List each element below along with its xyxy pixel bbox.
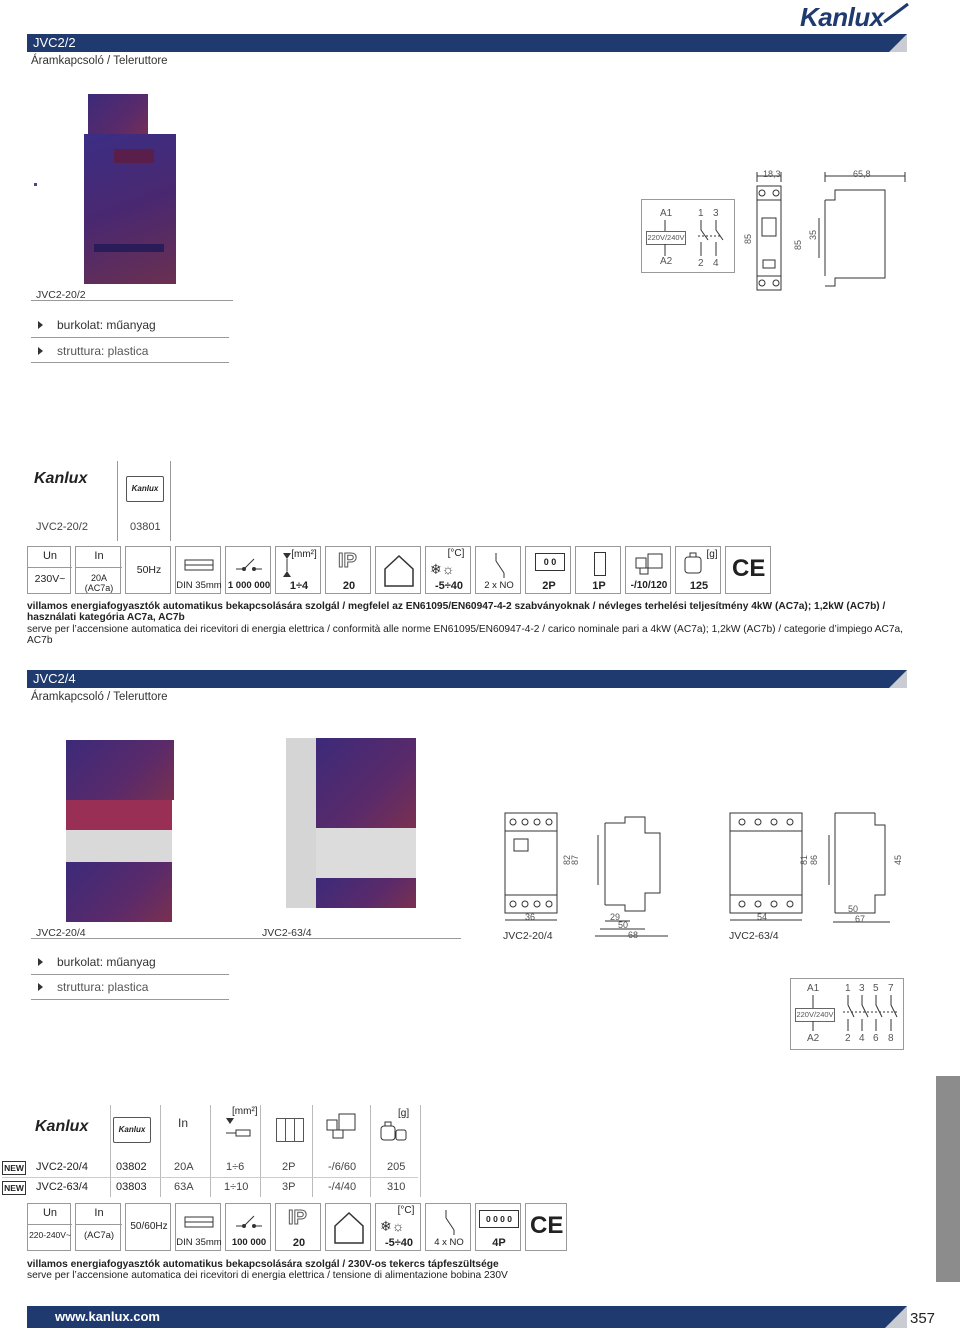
poles-icon: 0 0 2P — [525, 546, 571, 594]
col-head-in: In — [178, 1116, 189, 1130]
section-header-jvc2-4 — [27, 670, 907, 688]
frequency-icon: 50Hz — [125, 546, 171, 594]
bullet-housing-it: struttura: plastica — [38, 344, 148, 358]
temperature-icon: [°C] ❄☼ -5÷40 — [375, 1203, 421, 1251]
packaging-qty-icon: -/10/120 — [625, 546, 671, 594]
ce-mark-icon: CE — [725, 546, 771, 594]
photo-caption-2: JVC2-63/4 — [262, 927, 312, 939]
dimension-drawing-jvc2-20-2: 18,3 65,8 85 85 35 — [745, 168, 915, 293]
dim-caption-1: JVC2-20/4 — [503, 930, 553, 942]
bullet-housing-it: struttura: plastica — [38, 980, 148, 994]
bullet-housing-hu: burkolat: műanyag — [38, 318, 156, 332]
weight-cell: 310 — [387, 1181, 406, 1193]
model-cell: JVC2-20/4 — [36, 1161, 88, 1173]
band-corner — [889, 670, 907, 688]
temperature-icon: [°C] ❄☼ -5÷40 — [425, 546, 471, 594]
kanlux-logo: Kanlux — [800, 2, 910, 32]
model-cell: JVC2-63/4 — [36, 1181, 88, 1193]
wiring-diagram-4p: A1 A2 1 3 5 7 2 4 6 8 220V/240V — [790, 978, 904, 1050]
photo-caption: JVC2-20/2 — [36, 289, 86, 301]
contact-no-icon: 4 x NO — [425, 1203, 471, 1251]
section-subtitle: Áramkapcsoló / Teleruttore — [31, 55, 168, 67]
package-icon: Kanlux — [113, 1117, 151, 1143]
description-hu: villamos energiafogyasztók automatikus bekapcsolására szolgál / megfelel az EN61095/EN60947-4-2 szabványoknak / névleges terhelési teljesítmény 4kW (AC7a); 1,2kW (AC7b) / használati kategória AC7a, AC7b — [27, 601, 886, 623]
din-rail-icon: DIN 35mm — [175, 1203, 221, 1251]
dimension-drawing-jvc2-20-4: 36 82 87 29 50 68 — [500, 805, 675, 943]
contact-no-icon: 2 x NO — [475, 546, 521, 594]
weight-cell: 205 — [387, 1161, 406, 1173]
col-head-poles — [276, 1118, 304, 1142]
module-width-icon: 1P — [575, 546, 621, 594]
code-cell: 03802 — [116, 1161, 147, 1173]
in-cell: 63A — [174, 1181, 194, 1193]
dim-caption-2: JVC2-63/4 — [729, 930, 779, 942]
spec-icons-row — [27, 1203, 567, 1251]
current-icon: In (AC7a) — [75, 1203, 121, 1251]
kanlux-brand-cell: Kanlux — [34, 470, 88, 487]
ops-cell: -/6/60 — [328, 1161, 357, 1173]
poles-cell: 2P — [282, 1161, 296, 1173]
model-cell: JVC2-20/2 — [36, 521, 88, 533]
din-rail-icon: DIN 35mm — [175, 546, 221, 594]
poles-cell: 3P — [282, 1181, 296, 1193]
indoor-house-icon — [325, 1203, 371, 1251]
cycles-icon: 100 000 — [225, 1203, 271, 1251]
ip-rating-icon: IP 20 — [325, 546, 371, 594]
side-tab — [936, 1076, 960, 1282]
description-it: serve per l’accensione automatica dei ricevitori di energia elettrica / conformità alle norme EN61095/EN60947-4-2 / carico nominale pari a 4kW (AC7a); 1,2kW (AC7b) / categorie d’impiego AC7a, AC7b — [27, 624, 903, 646]
frequency-icon: 50/60Hz — [125, 1203, 171, 1251]
product-photo-jvc2-20-2 — [84, 94, 180, 284]
band-corner — [889, 34, 907, 52]
website-link[interactable]: www.kanlux.com — [55, 1309, 160, 1324]
wire-section-icon: [mm²] 1÷4 — [275, 546, 321, 594]
ce-mark-icon: CE — [525, 1203, 567, 1251]
indoor-house-icon — [375, 546, 421, 594]
weight-icon: [g] 125 — [675, 546, 721, 594]
page-number: 357 — [910, 1310, 936, 1327]
product-photo-jvc2-63-4 — [286, 738, 418, 908]
dot-mark — [34, 183, 37, 186]
voltage-icon: Un 230V~ — [27, 546, 71, 594]
col-head-wire: [mm²] — [222, 1106, 262, 1142]
product-photo-jvc2-20-4 — [66, 740, 176, 922]
voltage-icon: Un 220-240V~ — [27, 1203, 71, 1251]
in-cell: 20A — [174, 1161, 194, 1173]
cycles-icon: 1 000 000 — [225, 546, 271, 594]
dimension-drawing-jvc2-63-4: 54 81 86 45 50 67 — [725, 805, 915, 943]
section-title: JVC2/2 — [33, 35, 76, 50]
new-badge: NEW — [2, 1181, 26, 1195]
spec-icons-row — [27, 546, 787, 594]
description-hu: villamos energiafogyasztók automatikus bekapcsolására szolgál / 230V-os tekercs tápfeszültsége — [27, 1259, 499, 1270]
footer-bar — [27, 1306, 907, 1328]
new-badge: NEW — [2, 1161, 26, 1175]
package-icon: Kanlux — [126, 476, 164, 502]
bullet-housing-hu: burkolat: műanyag — [38, 955, 156, 969]
ip-rating-icon: IP 20 — [275, 1203, 321, 1251]
poles-icon: 0 0 0 0 4P — [475, 1203, 521, 1251]
description-it: serve per l’accensione automatica dei ricevitori di energia elettrica / tensione di alimentazione bobina 230V — [27, 1270, 508, 1281]
wiring-diagram: A1 A2 1 3 2 4 220V/240V — [641, 199, 735, 273]
section-header-jvc2-2 — [27, 34, 907, 52]
section-subtitle: Áramkapcsoló / Teleruttore — [31, 691, 168, 703]
photo-caption-1: JVC2-20/4 — [36, 927, 86, 939]
col-head-packaging — [325, 1110, 361, 1145]
code-cell: 03803 — [116, 1181, 147, 1193]
section-title: JVC2/4 — [33, 671, 76, 686]
col-head-weight: [g] — [378, 1106, 414, 1142]
ops-cell: -/4/40 — [328, 1181, 357, 1193]
code-cell: 03801 — [130, 521, 161, 533]
wire-cell: 1÷6 — [226, 1161, 245, 1173]
kanlux-brand-cell: Kanlux — [35, 1118, 89, 1135]
current-icon: In 20A (AC7a) — [75, 546, 121, 594]
wire-cell: 1÷10 — [224, 1181, 249, 1193]
